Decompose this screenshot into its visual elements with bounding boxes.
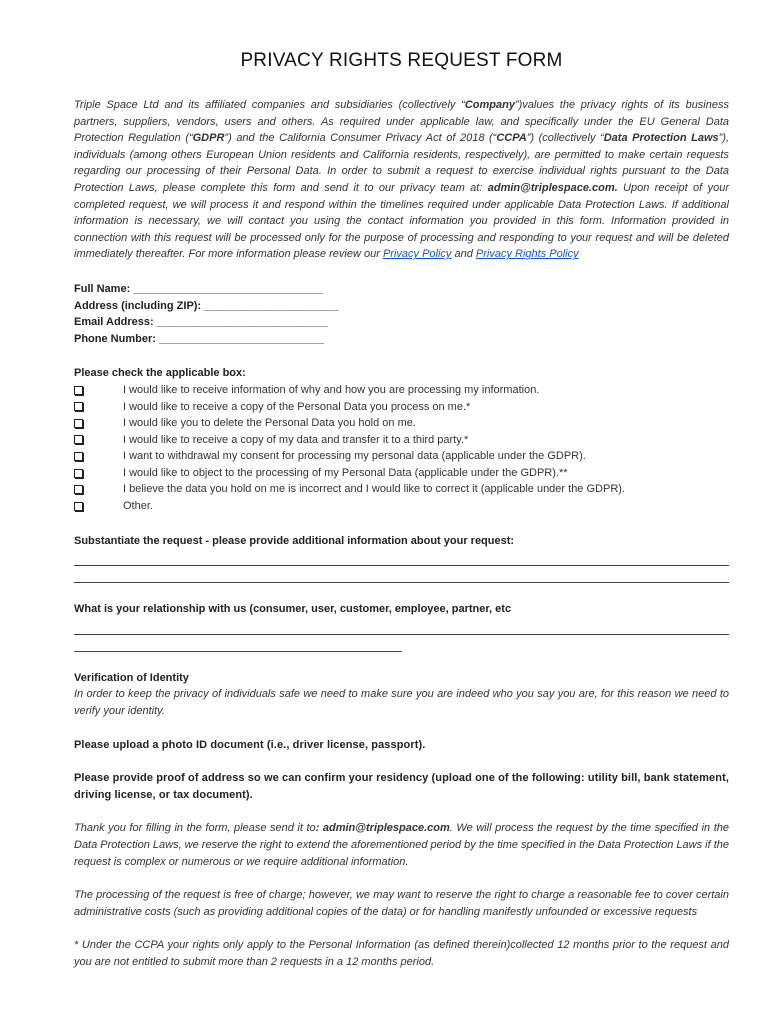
substantiate-label: Substantiate the request - please provide additional information about your request: bbox=[74, 534, 515, 547]
checkbox[interactable] bbox=[74, 502, 83, 511]
data-protection-laws-term: Data Protection Laws bbox=[603, 132, 719, 145]
relationship-answer-line[interactable] bbox=[74, 635, 402, 652]
checkbox-label: Other. bbox=[123, 500, 153, 513]
address-field[interactable]: Address (including ZIP): ______________________ bbox=[74, 299, 339, 312]
checkbox-label: I would like to object to the processing of my Personal Data (applicable under the GDPR).** bbox=[123, 466, 568, 479]
gdpr-term: GDPR bbox=[192, 132, 225, 145]
intro-text: Upon receipt of your completed request, we will process it and respond within the timelines required under applicable Data Protection Laws. If additional information is necessary, we will contact you using the contact information you provided in this form. Information provided in connection with this request will be processed only for the purpose of processing and responding to your request and will be deleted immediately thereafter. For more information please review our bbox=[74, 181, 729, 261]
checkbox-label: I would like to receive information of why and how you are processing my information. bbox=[123, 383, 540, 396]
email-field[interactable]: Email Address: ____________________________ bbox=[74, 316, 329, 329]
relationship-answer-line[interactable] bbox=[74, 618, 729, 635]
relationship-label: What is your relationship with us (consumer, user, customer, employee, partner, etc bbox=[74, 603, 512, 616]
privacy-rights-policy-link[interactable]: Privacy Rights Policy bbox=[475, 248, 579, 261]
checkbox-row[interactable] bbox=[74, 465, 729, 482]
checkbox[interactable] bbox=[74, 469, 83, 478]
phone-field[interactable]: Phone Number: ___________________________ bbox=[74, 332, 325, 345]
substantiate-answer-line[interactable] bbox=[74, 566, 729, 583]
checkbox-heading: Please check the applicable box: bbox=[74, 367, 246, 380]
intro-paragraph bbox=[74, 97, 729, 263]
relationship-section bbox=[74, 601, 729, 652]
checkbox[interactable] bbox=[74, 485, 83, 494]
checkbox[interactable] bbox=[74, 435, 83, 444]
checkbox-row[interactable] bbox=[74, 415, 729, 432]
checkbox[interactable] bbox=[74, 386, 83, 395]
verification-section bbox=[74, 670, 729, 720]
checkbox-row[interactable] bbox=[74, 498, 729, 515]
intro-text: ”) (collectively “ bbox=[526, 132, 604, 145]
verification-text: In order to keep the privacy of individuals safe we need to make sure you are indeed who you say you are, for this reason we need to verify your identity. bbox=[74, 688, 729, 718]
full-name-field[interactable]: Full Name: _______________________________ bbox=[74, 282, 323, 295]
checkbox-row[interactable] bbox=[74, 432, 729, 449]
privacy-policy-link[interactable]: Privacy Policy bbox=[382, 248, 452, 261]
intro-text: ”), individuals (among others European Union residents and California residents, respectively), are permitted to make certain requests regarding our processing of their Personal Data. In order to submit a request to exercise individual rights pursuant to the Data Protection Laws, please complete this form and send it to our privacy team at: bbox=[74, 132, 730, 194]
checkbox-row[interactable] bbox=[74, 399, 729, 416]
contact-fields bbox=[74, 281, 729, 347]
checkbox-row[interactable] bbox=[74, 382, 729, 399]
page-title: PRIVACY RIGHTS REQUEST FORM bbox=[240, 50, 563, 71]
verification-heading: Verification of Identity bbox=[74, 671, 189, 684]
proof-of-address-instruction: Please provide proof of address so we can confirm your residency (upload one of the following: utility bill, bank statement, driving license, or tax document). bbox=[74, 772, 729, 801]
checkbox-row[interactable] bbox=[74, 481, 729, 498]
checkbox-label: I believe the data you hold on me is incorrect and I would like to correct it (applicable under the GDPR). bbox=[123, 483, 625, 496]
processing-fee-paragraph: The processing of the request is free of charge; however, we may want to reserve the right to charge a reasonable fee to cover certain administrative costs (such as providing additional copies of the data) or for handling manifestly unfounded or excessive requests bbox=[74, 889, 729, 918]
substantiate-section bbox=[74, 533, 729, 584]
checkbox-section bbox=[74, 365, 729, 514]
checkbox-label: I want to withdrawal my consent for processing my personal data (applicable under the GDPR). bbox=[123, 450, 586, 463]
intro-text: ”) and the California Consumer Privacy Act of 2018 (“ bbox=[224, 132, 497, 145]
checkbox-label: I would like to receive a copy of the Personal Data you process on me.* bbox=[123, 400, 471, 413]
ccpa-footnote: * Under the CCPA your rights only apply to the Personal Information (as defined therein)collected 12 months prior to the request and you are not entitled to submit more than 2 requests in a 12 months period. bbox=[74, 939, 729, 968]
checkbox[interactable] bbox=[74, 402, 83, 411]
checkbox[interactable] bbox=[74, 419, 83, 428]
checkbox-label: I would like to receive a copy of my data and transfer it to a third party.* bbox=[123, 433, 469, 446]
intro-text: Triple Space Ltd and its affiliated companies and subsidiaries (collectively “ bbox=[74, 99, 465, 111]
company-term: Company bbox=[464, 99, 515, 111]
thank-you-text: . We will process the request by the time specified in the Data Protection Laws, we reserve the right to extend the aforementioned period by the time specified in the Data Protection Laws if the request is complex or numerous or we require additional information. bbox=[74, 822, 729, 868]
checkbox-row[interactable] bbox=[74, 448, 729, 465]
checkbox[interactable] bbox=[74, 452, 83, 461]
submission-email: : admin@triplespace.com bbox=[315, 822, 450, 835]
privacy-team-email: admin@triplespace.com. bbox=[487, 181, 618, 194]
thank-you-paragraph bbox=[74, 820, 729, 870]
intro-text: ”)values the privacy rights of its business partners, suppliers, vendors, users and others. As required under applicable law, and specifically under the EU General Data Protection Regulation (“ bbox=[74, 99, 729, 145]
intro-text: and bbox=[451, 248, 476, 261]
ccpa-term: CCPA bbox=[496, 132, 527, 145]
checkbox-label: I would like you to delete the Personal Data you hold on me. bbox=[123, 417, 416, 430]
upload-photo-id-instruction: Please upload a photo ID document (i.e., driver license, passport). bbox=[74, 738, 426, 751]
thank-you-text: Thank you for filling in the form, please send it to bbox=[74, 822, 316, 835]
substantiate-answer-line[interactable] bbox=[74, 549, 729, 566]
